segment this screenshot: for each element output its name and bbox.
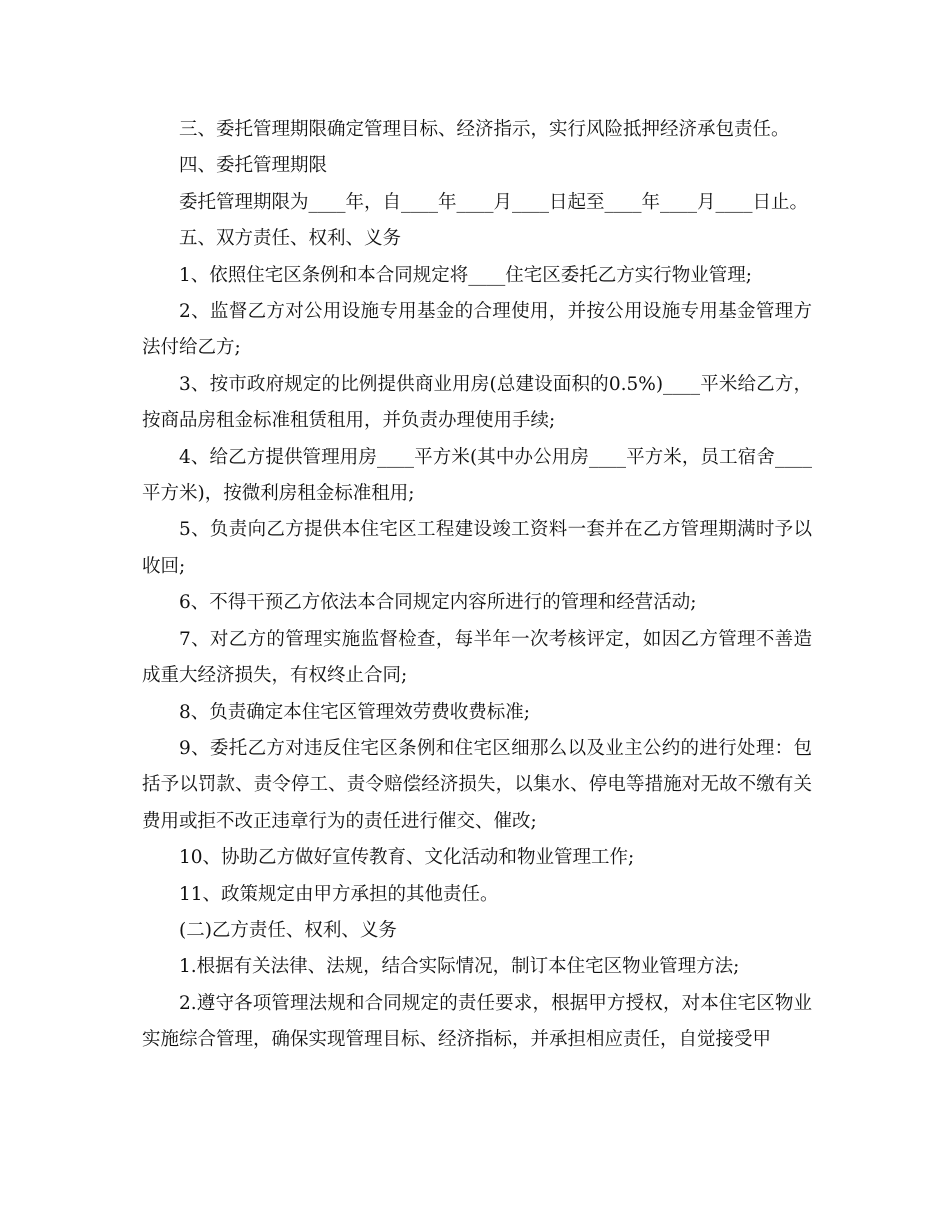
paragraph-term: 委托管理期限为____年，自____年____月____日起至____年____月____日止。 bbox=[179, 191, 809, 213]
list-item-party-a-9: 9、委托乙方对违反住宅区条例和住宅区细那么以及业主公约的进行处理：包括予以罚款、责令停工、责令赔偿经济损失，以集水、停电等措施对无故不缴有关费用或拒不改正违章行为的责任进行催交、催改; bbox=[142, 737, 812, 832]
list-item-party-b-2: 2.遵守各项管理法规和合同规定的责任要求，根据甲方授权，对本住宅区物业实施综合管理，确保实现管理目标、经济指标，并承担相应责任，自觉接受甲 bbox=[142, 992, 812, 1051]
heading-party-b: (二)乙方责任、权利、义务 bbox=[179, 919, 397, 941]
list-item-party-a-11: 11、政策规定由甲方承担的其他责任。 bbox=[179, 883, 499, 905]
list-item-party-b-1: 1.根据有关法律、法规，结合实际情况，制订本住宅区物业管理方法; bbox=[179, 956, 740, 978]
document-body bbox=[142, 112, 812, 1059]
list-item-party-a-4: 4、给乙方提供管理用房____平方米(其中办公用房____平方米，员工宿舍____平方米)，按微利房租金标准租用; bbox=[142, 446, 812, 505]
list-item-party-a-10: 10、协助乙方做好宣传教育、文化活动和物业管理工作; bbox=[179, 847, 635, 869]
list-item-party-a-5: 5、负责向乙方提供本住宅区工程建设竣工资料一套并在乙方管理期满时予以收回; bbox=[142, 519, 812, 577]
list-item-party-a-7: 7、对乙方的管理实施监督检查，每半年一次考核评定，如因乙方管理不善造成重大经济损失，有权终止合同; bbox=[142, 628, 812, 687]
list-item-party-a-2: 2、监督乙方对公用设施专用基金的合理使用，并按公用设施专用基金管理方法付给乙方; bbox=[142, 301, 812, 359]
heading-article-5: 五、双方责任、权利、义务 bbox=[179, 228, 402, 250]
list-item-party-a-8: 8、负责确定本住宅区管理效劳费收费标准; bbox=[179, 701, 531, 723]
list-item-party-a-6: 6、不得干预乙方依法本合同规定内容所进行的管理和经营活动; bbox=[179, 592, 697, 614]
heading-article-4: 四、委托管理期限 bbox=[179, 155, 328, 177]
list-item-party-a-3: 3、按市政府规定的比例提供商业用房(总建设面积的0.5%)____平米给乙方，按商品房租金标准租赁租用，并负责办理使用手续; bbox=[142, 373, 812, 432]
list-item-party-a-1: 1、依照住宅区条例和本合同规定将____住宅区委托乙方实行物业管理; bbox=[179, 264, 753, 286]
paragraph-article-3: 三、委托管理期限确定管理目标、经济指示，实行风险抵押经济承包责任。 bbox=[179, 119, 790, 140]
